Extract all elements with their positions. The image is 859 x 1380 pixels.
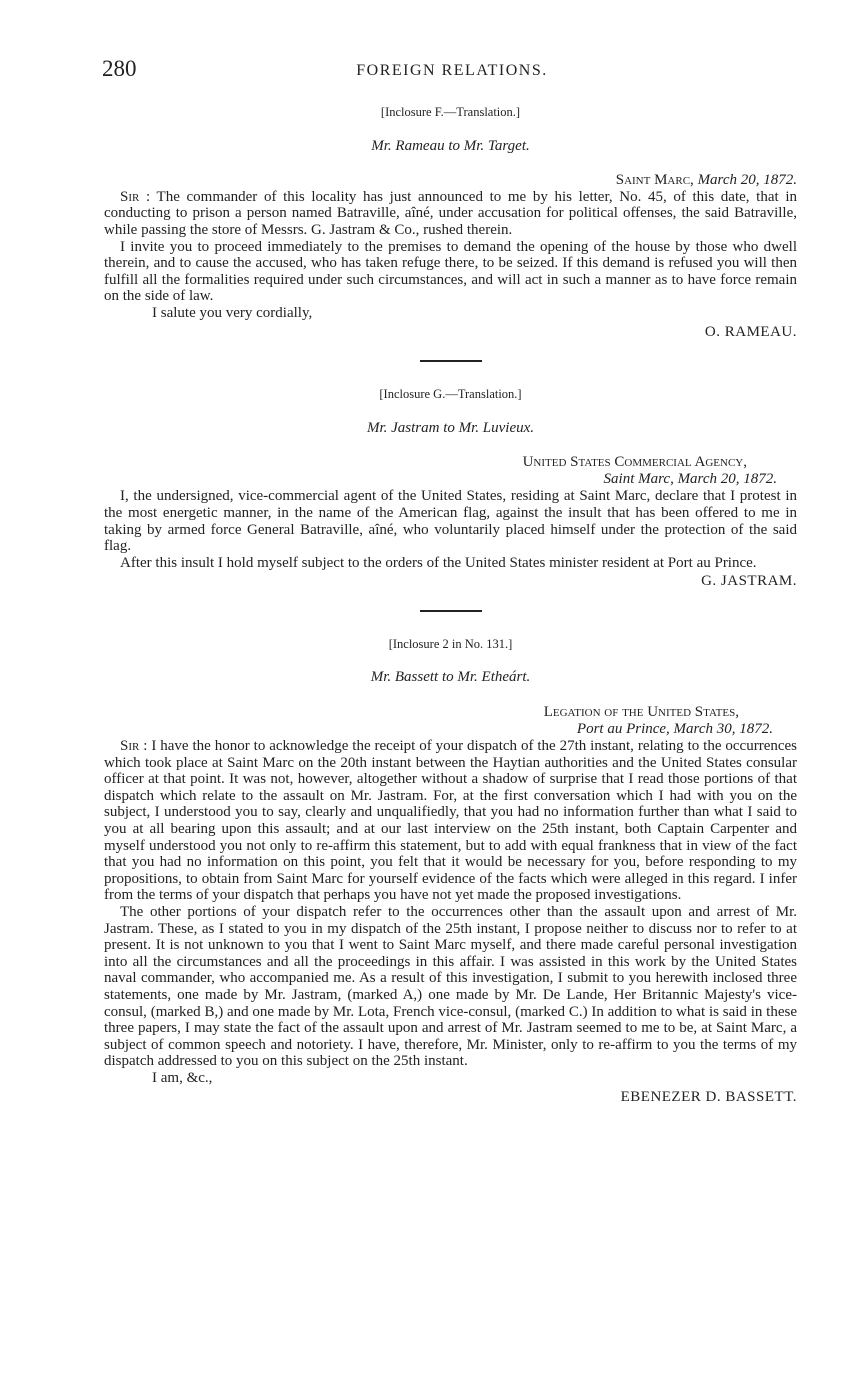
running-title: FOREIGN RELATIONS. xyxy=(356,62,548,79)
paragraph: After this insult I hold myself subject to the orders of the United States minister resident at Port au Prince. xyxy=(120,554,757,571)
paragraph: I invite you to proceed immediately to the premises to demand the opening of the house by those who dwell therein, and to cause the accused, who has taken refuge there, to be seized. If this demand is refused you will then fulfill all the formalities required under such circumstances, and will act in such a manner as to have force remain on the side of law. xyxy=(104,238,797,305)
paragraph-text: I have the honor to acknowledge the receipt of your dispatch of the 27th instant, relating to the occurrences which took place at Saint Marc on the 20th instant between the Haytian authorities and the United States consular officer at that point. It was not, however, altogether without a shadow of surprise that I read those portions of that dispatch which relate to the assault on Mr. Jastram. For, at the first conversation which I had with you on the subject, I understood you to say, clearly and unqualifiedly, that you had no information further than what I said to you at all bearing upon this assault; and at our last interview on the 25th instant, both Captain Carpenter and myself understood you not only to re-affirm this statement, but to add with equal frankness that in view of the fact that you had no information on this point, you felt that it would be necessary for you, before responding to my propositions, to obtain from Saint Marc for yourself evidence of the facts which were alleged in this regard. I infer from the terms of your dispatch that perhaps you have not yet made the proposed investigations. xyxy=(104,738,798,904)
salutation: Sir : xyxy=(120,738,148,755)
inclosure-heading: [Inclosure 2 in No. 131.] xyxy=(388,636,513,651)
signature: O. RAMEAU. xyxy=(704,323,797,340)
paragraph: The other portions of your dispatch refer to the occurrences other than the assault upon and arrest of Mr. Jastram. These, as I stated to you in my dispatch of the 25th instant, I propose neither to discuss nor to refer to at present. It is not unknown to you that I went to Saint Marc myself, and there made careful personal investigation into all the circumstances and all the proceedings in this affair. I was assisted in this work by the United States naval commander, who accompanied me. As a result of this investigation, I submit to you herewith inclosed three statements, one made by Mr. Jastram, (marked A,) one made by Mr. De Lande, Her Britannic Majesty's vice-consul, (marked B,) and one made by Mr. Lota, French vice-consul, (marked C.) In addition to what is said in these three papers, I may state the fact of the assault upon and arrest of Mr. Jastram seemed to me to be, at Saint Marc, a subject of common speech and notoriety. I have, therefore, Mr. Minister, only to re-affirm to you the terms of my dispatch addressed to you on this subject on the 25th instant. xyxy=(104,904,797,1070)
letter-address xyxy=(104,454,797,488)
closing: I am, &c., xyxy=(152,1069,213,1086)
address-date: Saint Marc, March 20, 1872. xyxy=(603,471,777,488)
letter-title: Mr. Rameau to Mr. Target. xyxy=(371,137,530,154)
inclosure-heading: [Inclosure F.—Translation.] xyxy=(380,105,521,119)
inclosure-g xyxy=(104,386,797,590)
section-divider xyxy=(420,610,482,612)
inclosure-2 xyxy=(104,636,797,1105)
address-date: Port au Prince, March 30, 1872. xyxy=(576,721,773,738)
document-body xyxy=(104,100,797,1105)
letter-title: Mr. Bassett to Mr. Etheárt. xyxy=(370,669,531,686)
date-value: March 20, 1872. xyxy=(697,172,797,189)
address-line: Legation of the United States, xyxy=(543,704,739,721)
section-divider xyxy=(420,360,482,362)
closing: I salute you very cordially, xyxy=(152,304,313,321)
letter-title: Mr. Jastram to Mr. Luvieux. xyxy=(366,419,535,436)
letter-address xyxy=(104,704,797,738)
paragraph xyxy=(104,738,797,904)
date-place: Saint Marc, xyxy=(615,172,694,189)
salutation: Sir : xyxy=(120,188,151,205)
page-header xyxy=(102,56,802,86)
address-line: United States Commercial Agency, xyxy=(522,454,747,471)
signature: G. JASTRAM. xyxy=(701,573,797,590)
inclosure-heading: [Inclosure G.—Translation.] xyxy=(379,387,522,402)
paragraph: I, the undersigned, vice-commercial agent of the United States, residing at Saint Marc, declare that I protest in the most energetic manner, in the name of the American flag, against the insult that has been offered to me in taking by armed force General Batraville, aîné, who voluntarily placed himself under the protection of the said flag. xyxy=(104,488,797,555)
paragraph-text: The commander of this locality has just announced to me by his letter, No. 45, of this date, that in conducting to prison a person named Batraville, aîné, under accusation for political offenses, the said Batraville, while passing the store of Messrs. G. Jastram & Co., rushed therein. xyxy=(104,188,797,238)
paragraph xyxy=(104,189,797,239)
inclosure-f xyxy=(104,104,797,340)
page-number: 280 xyxy=(102,56,137,81)
signature: EBENEZER D. BASSETT. xyxy=(620,1088,797,1105)
letter-date xyxy=(104,172,797,189)
